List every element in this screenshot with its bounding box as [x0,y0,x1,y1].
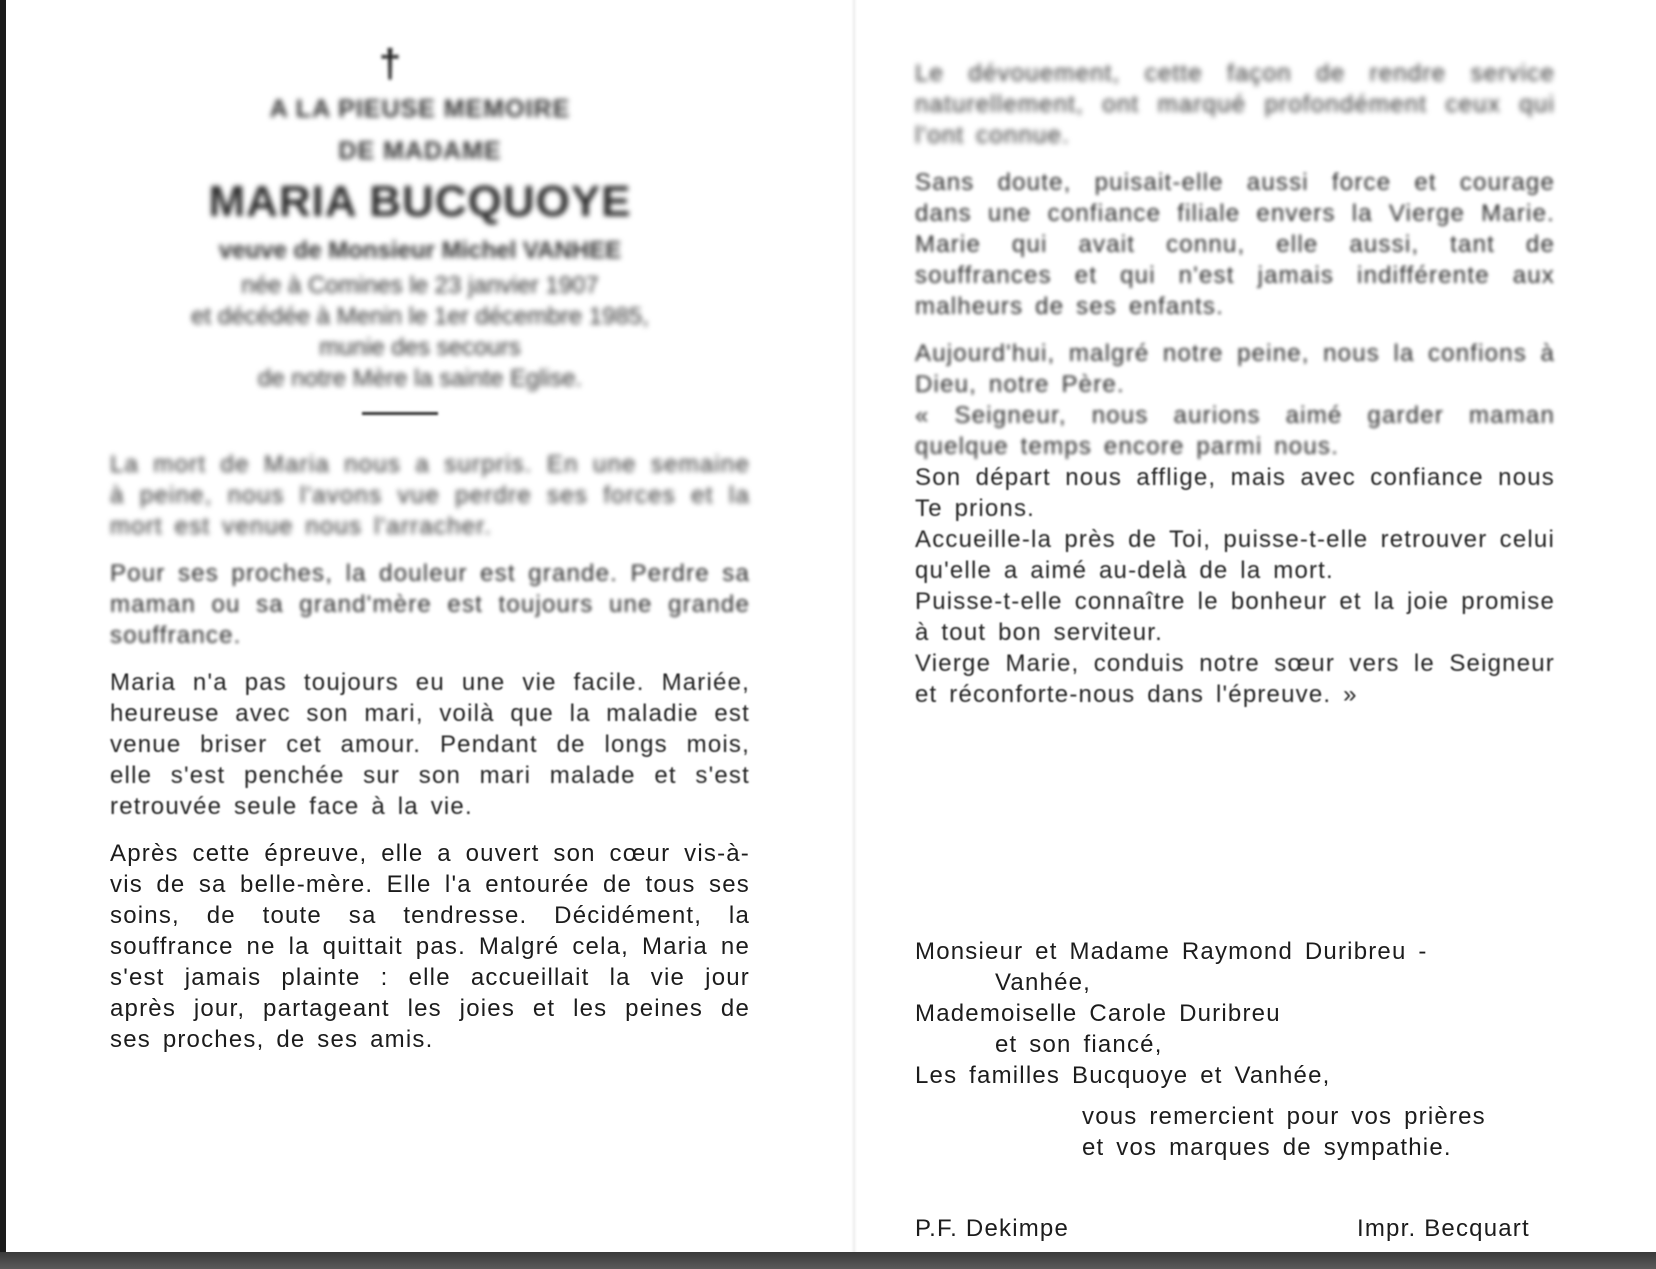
prayer-line: Son départ nous afflige, mais avec confiance nous Te prions. [915,464,1555,522]
sacraments-info: munie des secours [319,334,521,361]
scan-edge-bottom [0,1252,1656,1269]
paragraph: Sans doute, puisait-elle aussi force et courage dans une confiance filiale envers la Vierge Marie. Marie qui avait connu, elle aussi, tant de souffrances et qui n'est jamais indifférente aux malheurs de ses enfants. [915,169,1555,320]
prayer-line: Puisse-t-elle connaître le bonheur et la joie promise à tout bon serviteur. [915,588,1555,646]
funeral-home: P.F. Dekimpe [915,1215,1070,1242]
divider [362,412,438,415]
thanks-block [1082,1101,1562,1163]
prayer-line: Accueille-la près de Toi, puisse-t-elle retrouver celui qu'elle a aimé au-delà de la mort. [915,526,1555,584]
paragraph: Aujourd'hui, malgré notre peine, nous la confions à Dieu, notre Père. [915,340,1555,398]
death-info: et décédée à Menin le 1er décembre 1985, [191,303,649,330]
deceased-name: MARIA BUCQUOYE [208,177,632,226]
birth-info: née à Comines le 23 janvier 1907 [241,272,599,299]
heading-line2: DE MADAME [338,137,502,165]
left-page [110,40,750,1071]
paragraph: Après cette épreuve, elle a ouvert son cœur vis-à-vis de sa belle-mère. Elle l'a entourée de tous ses soins, de toute sa tendresse. Décidément, la souffrance ne la quittait pas. Malgré cela, Maria ne s'est jamais plainte : elle accueillait la vie jour après jour, partageant les joies et les peines de ses proches, de ses amis. [110,840,750,1053]
widow-of: veuve de Monsieur Michel VANHEE [218,237,622,264]
card-fold [851,0,857,1252]
signer-line: et son fiancé, [995,1031,1163,1058]
prayer-line: « Seigneur, nous aurions aimé garder maman quelque temps encore parmi nous. [915,402,1555,460]
heading-line1: A LA PIEUSE MEMOIRE [269,95,571,123]
church-info: de notre Mère la sainte Eglise. [257,365,583,392]
signer-line: Vanhée, [995,969,1092,996]
thanks-line: vous remercient pour vos prières [1082,1103,1486,1130]
paragraph: La mort de Maria nous a surpris. En une semaine à peine, nous l'avons vue perdre ses forces et la mort est venue nous l'arracher. [110,451,750,540]
cross-icon: † [378,42,402,86]
memorial-heading [90,88,750,394]
signer-line: Monsieur et Madame Raymond Duribreu - [915,938,1428,965]
prayer-line: Vierge Marie, conduis notre sœur vers le Seigneur et réconforte-nous dans l'épreuve. » [915,650,1555,708]
printer-credit: Impr. Becquart [1357,1215,1530,1242]
scan-edge-left [0,0,6,1252]
right-page [915,58,1555,710]
paragraph: Maria n'a pas toujours eu une vie facile. Mariée, heureuse avec son mari, voilà que la maladie est venue briser cet amour. Pendant de longs mois, elle s'est penchée sur son mari malade et s'est retrouvée seule face à la vie. [110,669,750,820]
signers-block [915,936,1565,1091]
signer-line: Les familles Bucquoye et Vanhée, [915,1062,1331,1089]
paragraph: Le dévouement, cette façon de rendre service naturellement, ont marqué profondément ceux qui l'ont connue. [915,60,1555,149]
paragraph: Pour ses proches, la douleur est grande. Perdre sa maman ou sa grand'mère est toujours une grande souffrance. [110,560,750,649]
thanks-line: et vos marques de sympathie. [1082,1134,1452,1161]
signer-line: Mademoiselle Carole Duribreu [915,1000,1281,1027]
